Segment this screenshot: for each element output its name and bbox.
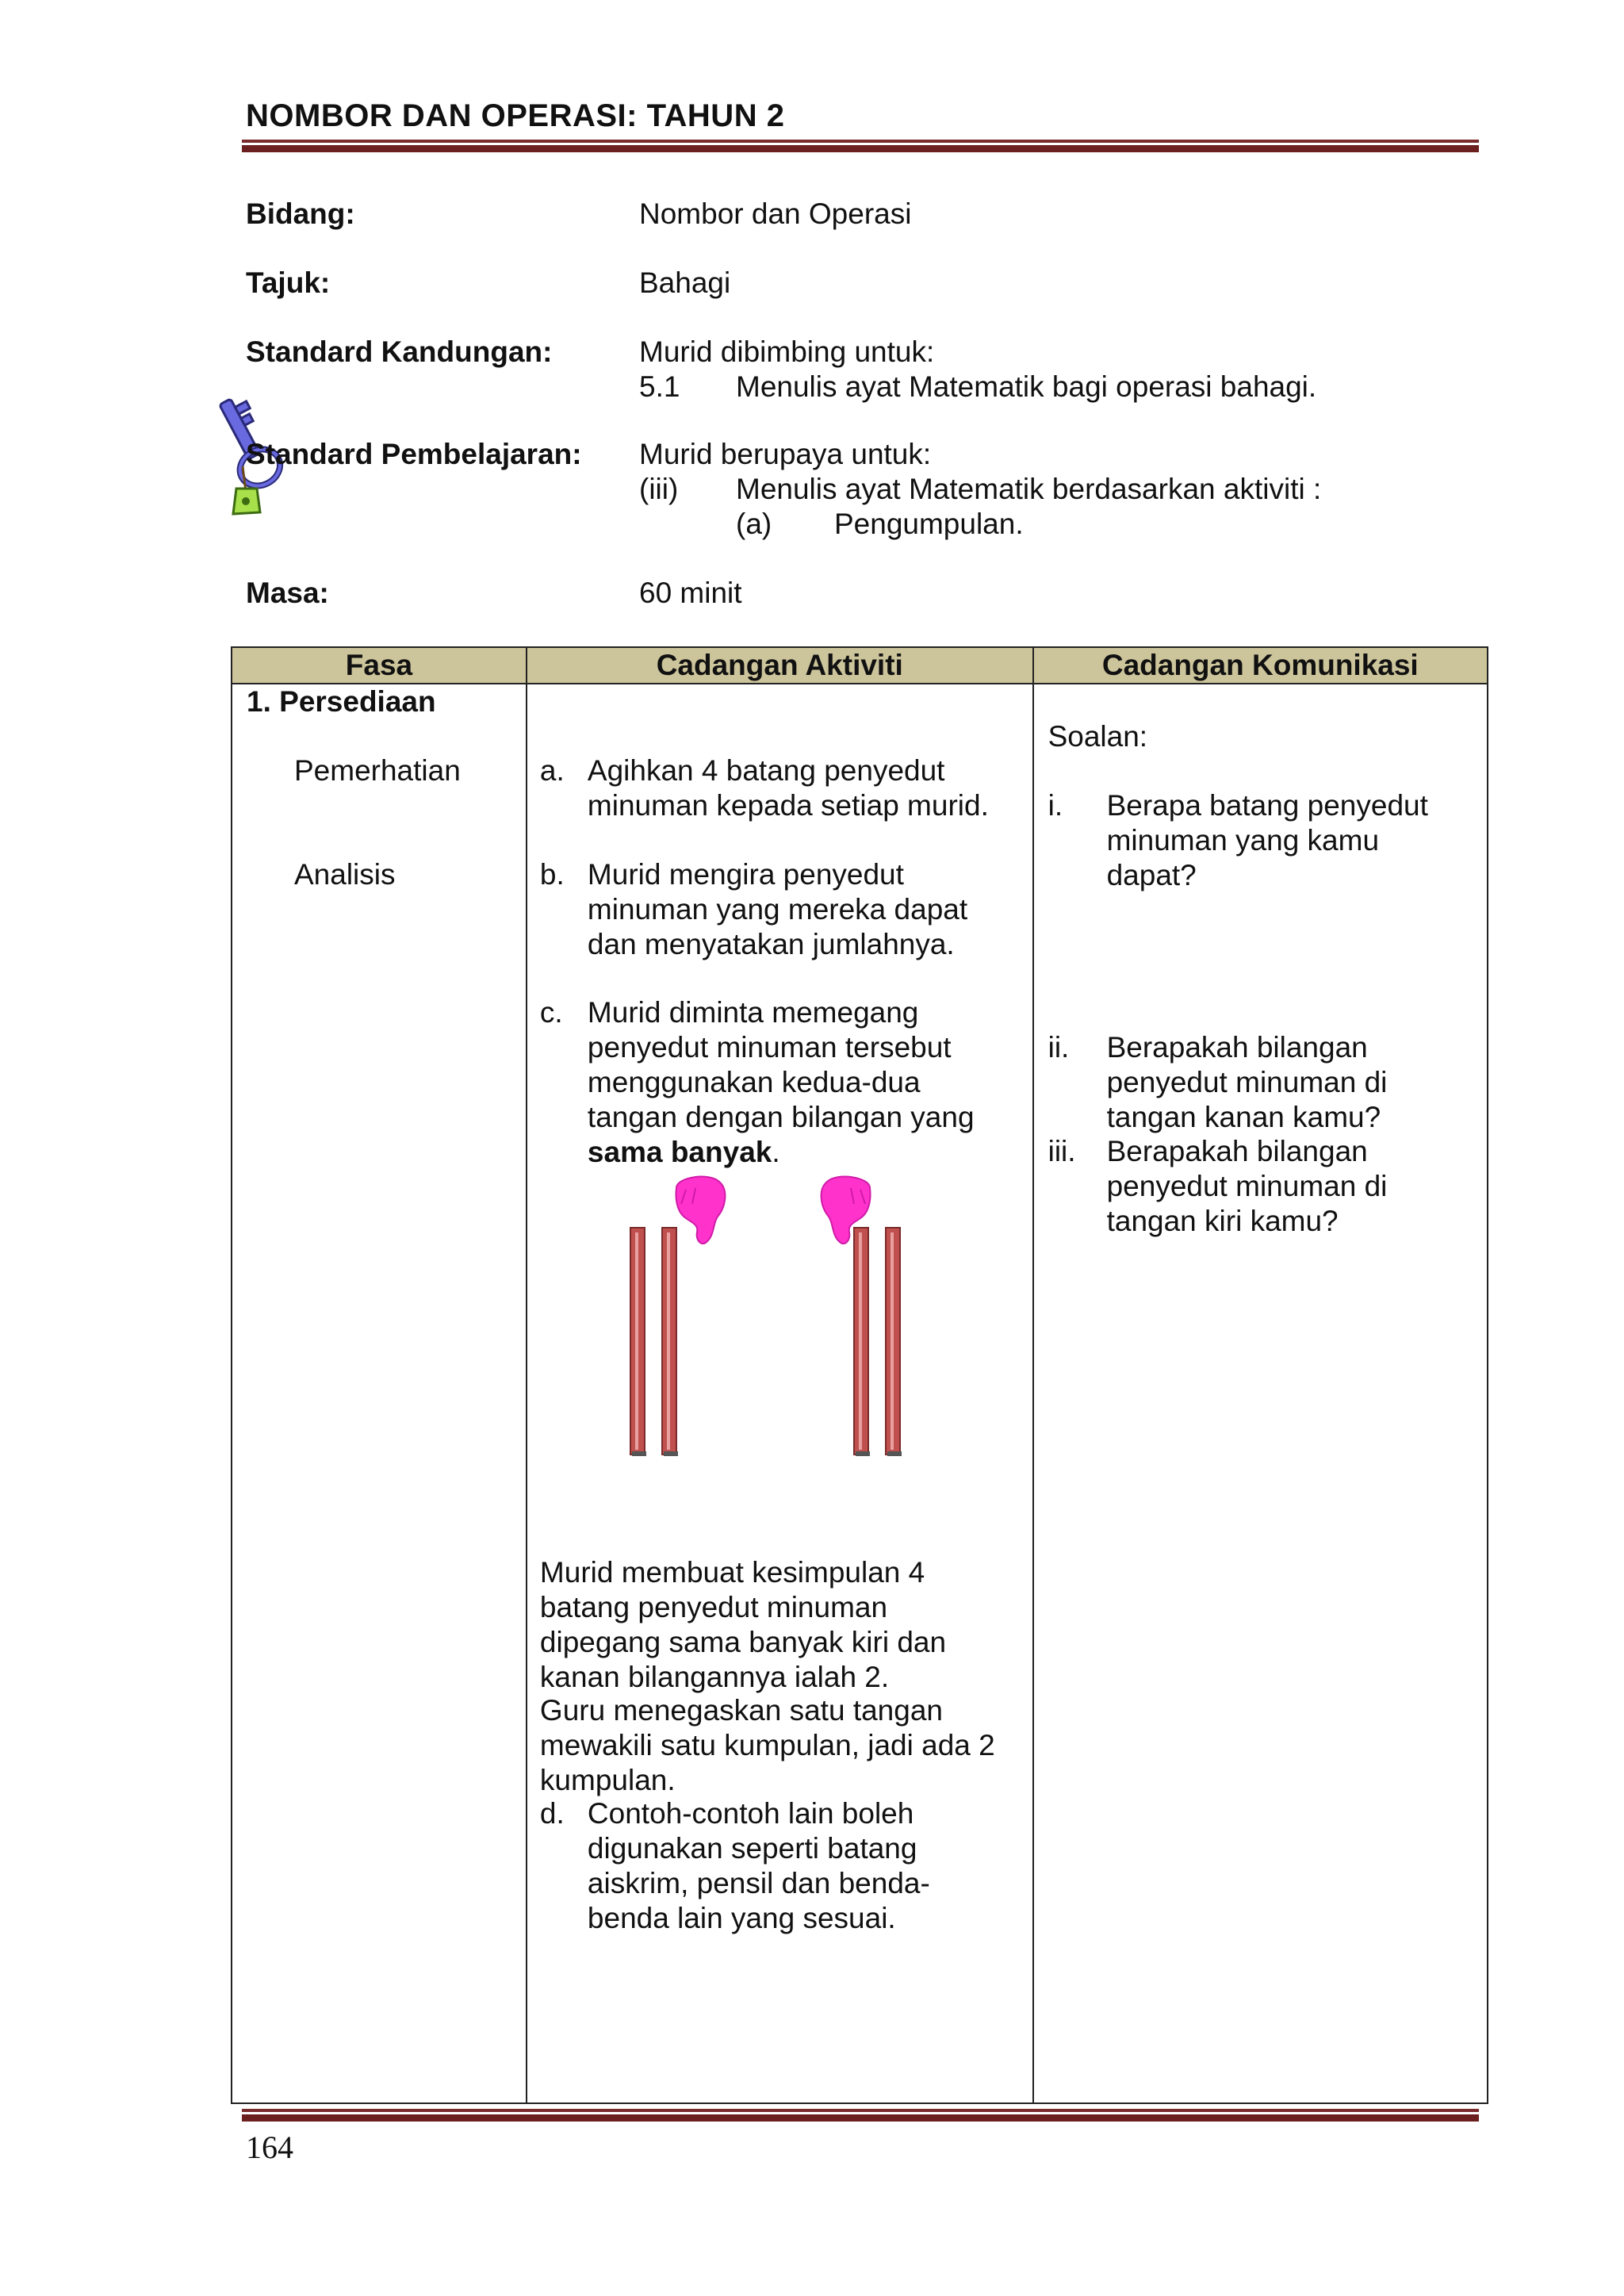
phase-pemerhatian: Pemerhatian (294, 754, 461, 787)
standard-pembelajaran-item-number: (iii) (639, 473, 679, 505)
column-header-fasa: Fasa (232, 647, 527, 684)
straw-icon (630, 1228, 646, 1456)
bidang-value: Nombor dan Operasi (639, 197, 912, 230)
standard-pembelajaran-label: Standard Pembelajaran: (246, 438, 582, 470)
header-rule-thick (242, 145, 1479, 152)
sama-banyak-emphasis: sama banyak (587, 1136, 772, 1168)
activity-d-marker: d. (539, 1797, 565, 1830)
fasa-cell (232, 684, 527, 2103)
left-hand-icon (676, 1177, 725, 1244)
footer-rule-thin (242, 2109, 1479, 2112)
straw-icon (662, 1228, 678, 1456)
question-iii-text: Berapakah bilangan penyedut minuman di tangan kiri kamu? (1106, 1135, 1388, 1237)
activity-d-text: Contoh-contoh lain boleh digunakan seperti batang aiskrim, pensil dan benda- benda lain yang sesuai. (587, 1797, 930, 1934)
standard-kandungan-label: Standard Kandungan: (246, 335, 553, 368)
question-i-text: Berapa batang penyedut minuman yang kamu dapat? (1106, 789, 1428, 891)
activity-c-marker: c. (539, 996, 563, 1029)
page-header-title: NOMBOR DAN OPERASI: TAHUN 2 (246, 98, 785, 133)
standard-pembelajaran-intro: Murid berupaya untuk: (639, 438, 932, 470)
page-number: 164 (246, 2129, 293, 2165)
standard-pembelajaran-sub-number: (a) (736, 508, 772, 540)
activity-b-text: Murid mengira penyedut minuman yang mereka dapat dan menyatakan jumlahnya. (587, 858, 968, 960)
question-iii-marker: iii. (1048, 1135, 1076, 1167)
kesimpulan-paragraph: Murid membuat kesimpulan 4 batang penyedut minuman dipegang sama banyak kiri dan kanan bilangannya ialah 2. (539, 1556, 947, 1693)
tajuk-value: Bahagi (639, 266, 731, 299)
standard-kandungan-item-text: Menulis ayat Matematik bagi operasi bahagi. (736, 370, 1317, 403)
guru-paragraph: Guru menegaskan satu tangan mewakili satu kumpulan, jadi ada 2 kumpulan. (539, 1694, 995, 1796)
masa-label: Masa: (246, 577, 329, 609)
question-i-marker: i. (1048, 789, 1063, 822)
standard-pembelajaran-sub-text: Pengumpulan. (834, 508, 1024, 540)
soalan-label: Soalan: (1048, 720, 1148, 753)
tajuk-label: Tajuk: (246, 266, 331, 299)
question-ii-text: Berapakah bilangan penyedut minuman di tangan kanan kamu? (1106, 1031, 1388, 1133)
activity-c-text: Murid diminta memegang penyedut minuman tersebut menggunakan kedua-dua tangan dengan bilangan yang sama banyak. (587, 996, 975, 1168)
header-rule-thin (242, 140, 1479, 143)
activity-a-text: Agihkan 4 batang penyedut minuman kepada setiap murid. (587, 754, 989, 822)
activity-a-marker: a. (539, 754, 565, 787)
footer-rule-thick (242, 2114, 1479, 2122)
standard-kandungan-intro: Murid dibimbing untuk: (639, 335, 935, 368)
hands-holding-straws-illustration (630, 1172, 916, 1458)
straw-icon (854, 1228, 870, 1456)
straw-icon (886, 1228, 902, 1456)
masa-value: 60 minit (639, 577, 742, 609)
standard-pembelajaran-item-text: Menulis ayat Matematik berdasarkan aktiviti : (736, 473, 1322, 505)
aktiviti-cell (527, 684, 1033, 2103)
standard-kandungan-item-number: 5.1 (639, 370, 680, 403)
phase-title: 1. Persediaan (247, 685, 436, 718)
question-ii-marker: ii. (1048, 1031, 1070, 1064)
column-header-komunikasi: Cadangan Komunikasi (1033, 647, 1488, 684)
activity-b-marker: b. (539, 858, 565, 891)
bidang-label: Bidang: (246, 197, 355, 230)
column-header-aktiviti: Cadangan Aktiviti (527, 647, 1033, 684)
lesson-plan-table (231, 646, 1488, 2104)
phase-analisis: Analisis (294, 858, 396, 891)
komunikasi-cell (1033, 684, 1488, 2103)
